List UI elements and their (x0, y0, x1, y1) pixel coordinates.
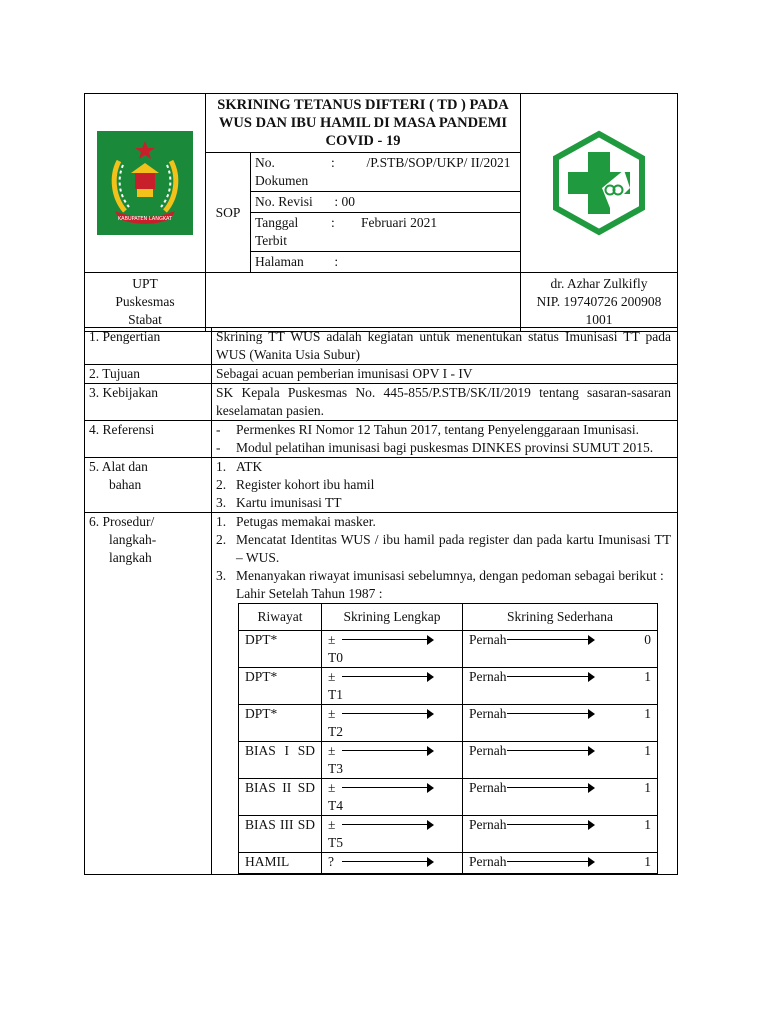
sederhana-value: 1 (644, 706, 651, 721)
lengkap-symbol: ± (328, 780, 336, 795)
header-table (84, 93, 678, 332)
sederhana-value: 1 (644, 854, 651, 869)
lengkap-code: T5 (328, 835, 343, 850)
sederhana-label: Pernah (469, 780, 507, 795)
arrow-icon (507, 672, 595, 682)
arrow-icon (507, 635, 595, 645)
cell-sederhana (463, 705, 658, 742)
label-referensi: 4. Referensi (85, 421, 212, 458)
table-row (239, 816, 658, 853)
lengkap-code: T3 (328, 761, 343, 776)
sederhana-value: 1 (644, 817, 651, 832)
list-item: 1. ATK (216, 459, 263, 474)
sederhana-label: Pernah (469, 706, 507, 721)
label-kebijakan: 3. Kebijakan (85, 384, 212, 421)
cell-lengkap (322, 816, 463, 853)
halaman-label: Halaman (255, 254, 304, 269)
col-lengkap-header: Skrining Lengkap (322, 604, 463, 631)
signatory-nip: NIP. 19740726 200908 1001 (536, 294, 662, 327)
list-referensi (212, 421, 678, 458)
col-sederhana-header: Skrining Sederhana (463, 604, 658, 631)
tanggal-terbit-label: Tanggal Terbit (255, 215, 299, 248)
list-item: 2. Register kohort ibu hamil (216, 477, 375, 492)
lengkap-code: T0 (328, 650, 343, 665)
arrow-icon (507, 857, 595, 867)
arrow-icon (342, 857, 434, 867)
no-dokumen-value: /P.STB/SOP/UKP/ II/2021 (366, 155, 511, 170)
arrow-icon (342, 820, 434, 830)
arrow-icon (342, 672, 434, 682)
list-item: - Permenkes RI Nomor 12 Tahun 2017, tentang Penyelenggaraan Imunisasi. (216, 422, 639, 437)
sederhana-label: Pernah (469, 817, 507, 832)
row-tujuan (85, 365, 678, 384)
lengkap-code: T1 (328, 687, 343, 702)
no-revisi-value: : 00 (334, 194, 356, 209)
no-revisi-cell (251, 192, 521, 213)
list-prosedur (212, 513, 678, 875)
cell-riwayat: BIAS III SD (239, 816, 322, 853)
table-row (239, 705, 658, 742)
halaman-value: : (334, 254, 339, 269)
sederhana-value: 1 (644, 669, 651, 684)
lengkap-symbol: ? (328, 854, 334, 869)
puskesmas-cross-logo-icon (544, 128, 654, 238)
halaman-cell (251, 252, 521, 273)
logo-band-text: KABUPATEN LANGKAT (117, 216, 173, 222)
arrow-icon (507, 709, 595, 719)
footer-empty-cell (206, 273, 521, 332)
row-referensi (85, 421, 678, 458)
sederhana-label: Pernah (469, 743, 507, 758)
signatory-name: dr. Azhar Zulkifly (550, 276, 648, 291)
tanggal-terbit-value: Februari 2021 (361, 215, 438, 230)
sop-content-table (84, 327, 678, 875)
row-kebijakan (85, 384, 678, 421)
cell-riwayat: DPT* (239, 631, 322, 668)
cell-riwayat: HAMIL (239, 853, 322, 874)
no-dokumen-sep: : (331, 155, 335, 170)
list-item: 3. Kartu imunisasi TT (216, 495, 342, 510)
table-row (239, 853, 658, 874)
lengkap-symbol: ± (328, 669, 336, 684)
cell-lengkap (322, 631, 463, 668)
table-row (239, 779, 658, 816)
cell-riwayat: DPT* (239, 705, 322, 742)
screening-table-header (239, 604, 658, 631)
cell-lengkap (322, 853, 463, 874)
table-row (239, 668, 658, 705)
cell-sederhana (463, 631, 658, 668)
sederhana-label: Pernah (469, 632, 507, 647)
cell-lengkap (322, 742, 463, 779)
text-pengertian: Skrining TT WUS adalah kegiatan untuk menentukan status Imunisasi TT pada WUS (Wanita Usia Subur) (212, 328, 678, 365)
arrow-icon (507, 820, 595, 830)
label-alat-bahan: 5. Alat dan bahan (85, 458, 212, 513)
sederhana-value: 1 (644, 743, 651, 758)
cell-riwayat: BIAS I SD (239, 742, 322, 779)
cell-lengkap (322, 705, 463, 742)
cell-riwayat: BIAS II SD (239, 779, 322, 816)
col-riwayat-header: Riwayat (239, 604, 322, 631)
screening-table (238, 603, 658, 874)
puskesmas-logo-cell (521, 94, 678, 273)
cell-sederhana (463, 668, 658, 705)
arrow-icon (507, 746, 595, 756)
list-item: 1. Petugas memakai masker. (216, 514, 376, 529)
signatory-cell (521, 273, 678, 332)
tanggal-terbit-sep: : (331, 215, 335, 230)
lengkap-code: T4 (328, 798, 343, 813)
table-row (239, 742, 658, 779)
lengkap-symbol: ± (328, 632, 336, 647)
list-item: 3. Menanyakan riwayat imunisasi sebelumnya, dengan pedoman sebagai berikut : (216, 568, 664, 583)
lengkap-symbol: ± (328, 743, 336, 758)
row-pengertian (85, 328, 678, 365)
lengkap-code: T2 (328, 724, 343, 739)
langkat-regency-logo-icon (97, 131, 193, 235)
list-item: 2. Mencatat Identitas WUS / ibu hamil pada register dan pada kartu Imunisasi TT – WUS. (216, 532, 671, 565)
text-tujuan: Sebagai acuan pemberian imunisasi OPV I - IV (212, 365, 678, 384)
row-alat-bahan (85, 458, 678, 513)
list-item: - Modul pelatihan imunisasi bagi puskesmas DINKES provinsi SUMUT 2015. (216, 440, 654, 455)
sederhana-label: Pernah (469, 854, 507, 869)
lengkap-symbol: ± (328, 706, 336, 721)
cell-sederhana (463, 779, 658, 816)
arrow-icon (342, 709, 434, 719)
arrow-icon (342, 783, 434, 793)
org-name: UPT Puskesmas Stabat (85, 273, 206, 332)
arrow-icon (342, 746, 434, 756)
arrow-icon (507, 783, 595, 793)
list-alat-bahan (212, 458, 678, 513)
sub-heading-lahir: Lahir Setelah Tahun 1987 : (236, 586, 383, 601)
label-prosedur: 6. Prosedur/ langkah- langkah (85, 513, 212, 875)
row-prosedur (85, 513, 678, 875)
lengkap-symbol: ± (328, 817, 336, 832)
label-tujuan: 2. Tujuan (85, 365, 212, 384)
cell-lengkap (322, 668, 463, 705)
cell-sederhana (463, 816, 658, 853)
cell-lengkap (322, 779, 463, 816)
label-pengertian: 1. Pengertian (85, 328, 212, 365)
no-revisi-label: No. Revisi (255, 194, 313, 209)
cell-sederhana (463, 853, 658, 874)
arrow-icon (342, 635, 434, 645)
no-dokumen-cell (251, 153, 521, 192)
sop-label: SOP (206, 153, 251, 273)
sederhana-label: Pernah (469, 669, 507, 684)
regency-logo-cell (85, 94, 206, 273)
sederhana-value: 0 (644, 632, 651, 647)
cell-sederhana (463, 742, 658, 779)
text-kebijakan: SK Kepala Puskesmas No. 445-855/P.STB/SK/II/2019 tentang sasaran-sasaran keselamatan pasien. (212, 384, 678, 421)
cell-riwayat: DPT* (239, 668, 322, 705)
table-row (239, 631, 658, 668)
no-dokumen-label: No. Dokumen (255, 155, 309, 188)
tanggal-terbit-cell (251, 213, 521, 252)
sederhana-value: 1 (644, 780, 651, 795)
document-title: SKRINING TETANUS DIFTERI ( TD ) PADA WUS DAN IBU HAMIL DI MASA PANDEMI COVID - 19 (206, 94, 521, 153)
